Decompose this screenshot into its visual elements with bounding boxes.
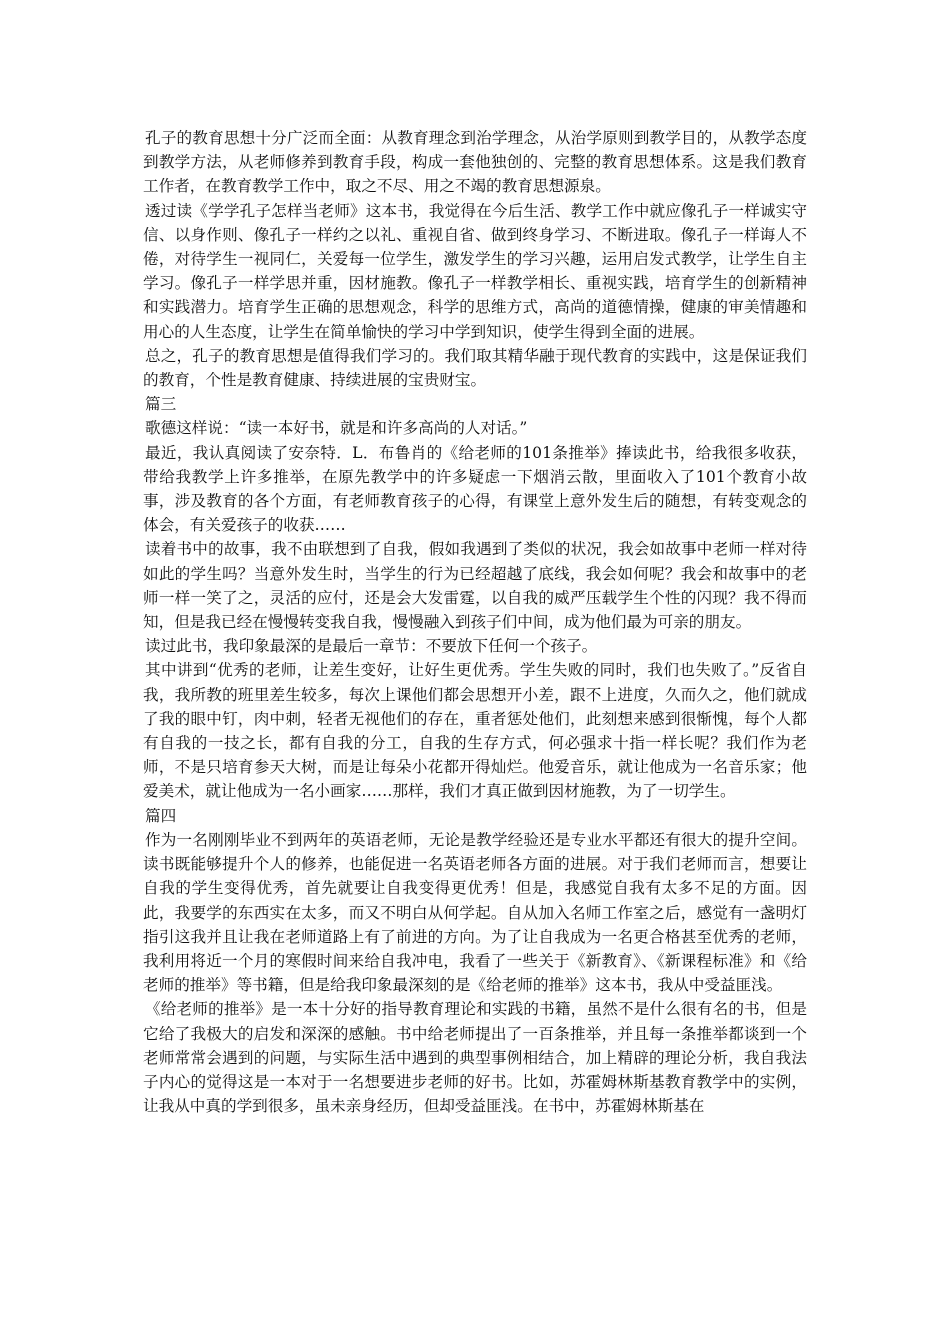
paragraph-reflection: 读着书中的故事，我不由联想到了自我，假如我遇到了类似的状况，我会如故事中老师一样对待如此的学生吗？当意外发生时，当学生的行为已经超越了底线，我会如何呢？我会和故事中的老师一样一笑了之，灵活的应付，还是会大发雷霆，以自我的威严压载学生个性的闪现？我不得而知，但是我已经在慢慢转变我自我，慢慢融入到孩子们中间，成为他们最为可亲的朋友。 [143,540,807,632]
paragraph-book-reading: 最近，我认真阅读了安奈特．L．布鲁肖的《给老师的101条推举》捧读此书，给我很多收获，带给我教学上许多推举，在原先教学中的许多疑虑一下烟消云散，里面收入了101个教育小故事，涉及教育的各个方面，有老师教育孩子的心得，有课堂上意外发生后的随想，有转变观念的体会，有关爱孩子的收获…… [143,443,807,535]
section-heading-part-three: 篇三 [145,395,177,414]
paragraph-english-teacher: 作为一名刚刚毕业不到两年的英语老师，无论是教学经验还是专业水平都还有很大的提升空间。读书既能够提升个人的修养，也能促进一名英语老师各方面的进展。对于我们老师而言，想要让自我的学生变得优秀，首先就要让自我变得更优秀！但是，我感觉自我有太多不足的方面。因此，我要学的东西实在太多，而又不明白从何学起。自从加入名师工作室之后，感觉有一盏明灯指引这我并且让我在老师道路上有了前进的方向。为了让自我成为一名更合格甚至优秀的老师，我利用将近一个月的寒假时间来给自我冲电，我看了一些关于《新教育》、《新课程标准》和《给老师的推举》等书籍，但是给我印象最深刻的是《给老师的推举》这本书，我从中受益匪浅。 [143,830,807,995]
paragraph-conclusion: 总之，孔子的教育思想是值得我们学习的。我们取其精华融于现代教育的实践中，这是保证我们的教育，个性是教育健康、持续进展的宝贵财宝。 [143,346,807,390]
paragraph-confucius-overview: 孔子的教育思想十分广泛而全面：从教育理念到治学理念，从治学原则到教学目的，从教学态度到教学方法，从老师修养到教育手段，构成一套他独创的、完整的教育思想体系。这是我们教育工作者，在教育教学工作中，取之不尽、用之不竭的教育思想源泉。 [143,129,807,196]
paragraph-excellent-teacher: 其中讲到“优秀的老师，让差生变好，让好生更优秀。学生失败的同时，我们也失败了。”反省自我，我所教的班里差生较多，每次上课他们都会思想开小差，跟不上进度，久而久之，他们就成了我的眼中钉，肉中刺，轻者无视他们的存在，重者惩处他们，此刻想来感到很惭愧，每个人都有自我的一技之长，都有自我的分工，自我的生存方式，何必强求十指一样长呢？我们作为老师，不是只培育参天大树，而是让每朵小花都开得灿烂。他爱音乐，就让他成为一名音乐家；他爱美术，就让他成为一名小画家……那样，我们才真正做到因材施教，为了一切学生。 [143,661,807,801]
document-body [143,126,807,1118]
paragraph-learning-from-confucius: 透过读《学学孔子怎样当老师》这本书，我觉得在今后生活、教学工作中就应像孔子一样诚实守信、以身作则、像孔子一样约之以礼、重视自省、做到终身学习、不断进取。像孔子一样诲人不倦，对待学生一视同仁，关爱每一位学生，激发学生的学习兴趣，运用启发式教学，让学生自主学习。像孔子一样学思并重，因材施教。像孔子一样教学相长、重视实践，培育学生的创新精神和实践潜力。培育学生正确的思想观念，科学的思维方式，高尚的道德情操，健康的审美情趣和用心的人生态度，让学生在简单愉快的学习中学到知识，使学生得到全面的进展。 [143,201,807,341]
paragraph-book-review: 《给老师的推举》是一本十分好的指导教育理论和实践的书籍，虽然不是什么很有名的书，但是它给了我极大的启发和深深的感触。书中给老师提出了一百条推举，并且每一条推举都谈到一个老师常常会遇到的问题，与实际生活中遇到的典型事例相结合，加上精辟的理论分析，我自我法子内心的觉得这是一本对于一名想要进步老师的好书。比如，苏霍姆林斯基教育教学中的实例，让我从中真的学到很多，虽未亲身经历，但却受益匪浅。在书中，苏霍姆林斯基在 [143,1000,807,1116]
paragraph-goethe-quote: 歌德这样说：“读一本好书，就是和许多高尚的人对话。” [145,419,528,438]
paragraph-last-chapter: 读过此书，我印象最深的是最后一章节：不要放下任何一个孩子。 [145,637,598,656]
section-heading-part-four: 篇四 [145,806,177,825]
